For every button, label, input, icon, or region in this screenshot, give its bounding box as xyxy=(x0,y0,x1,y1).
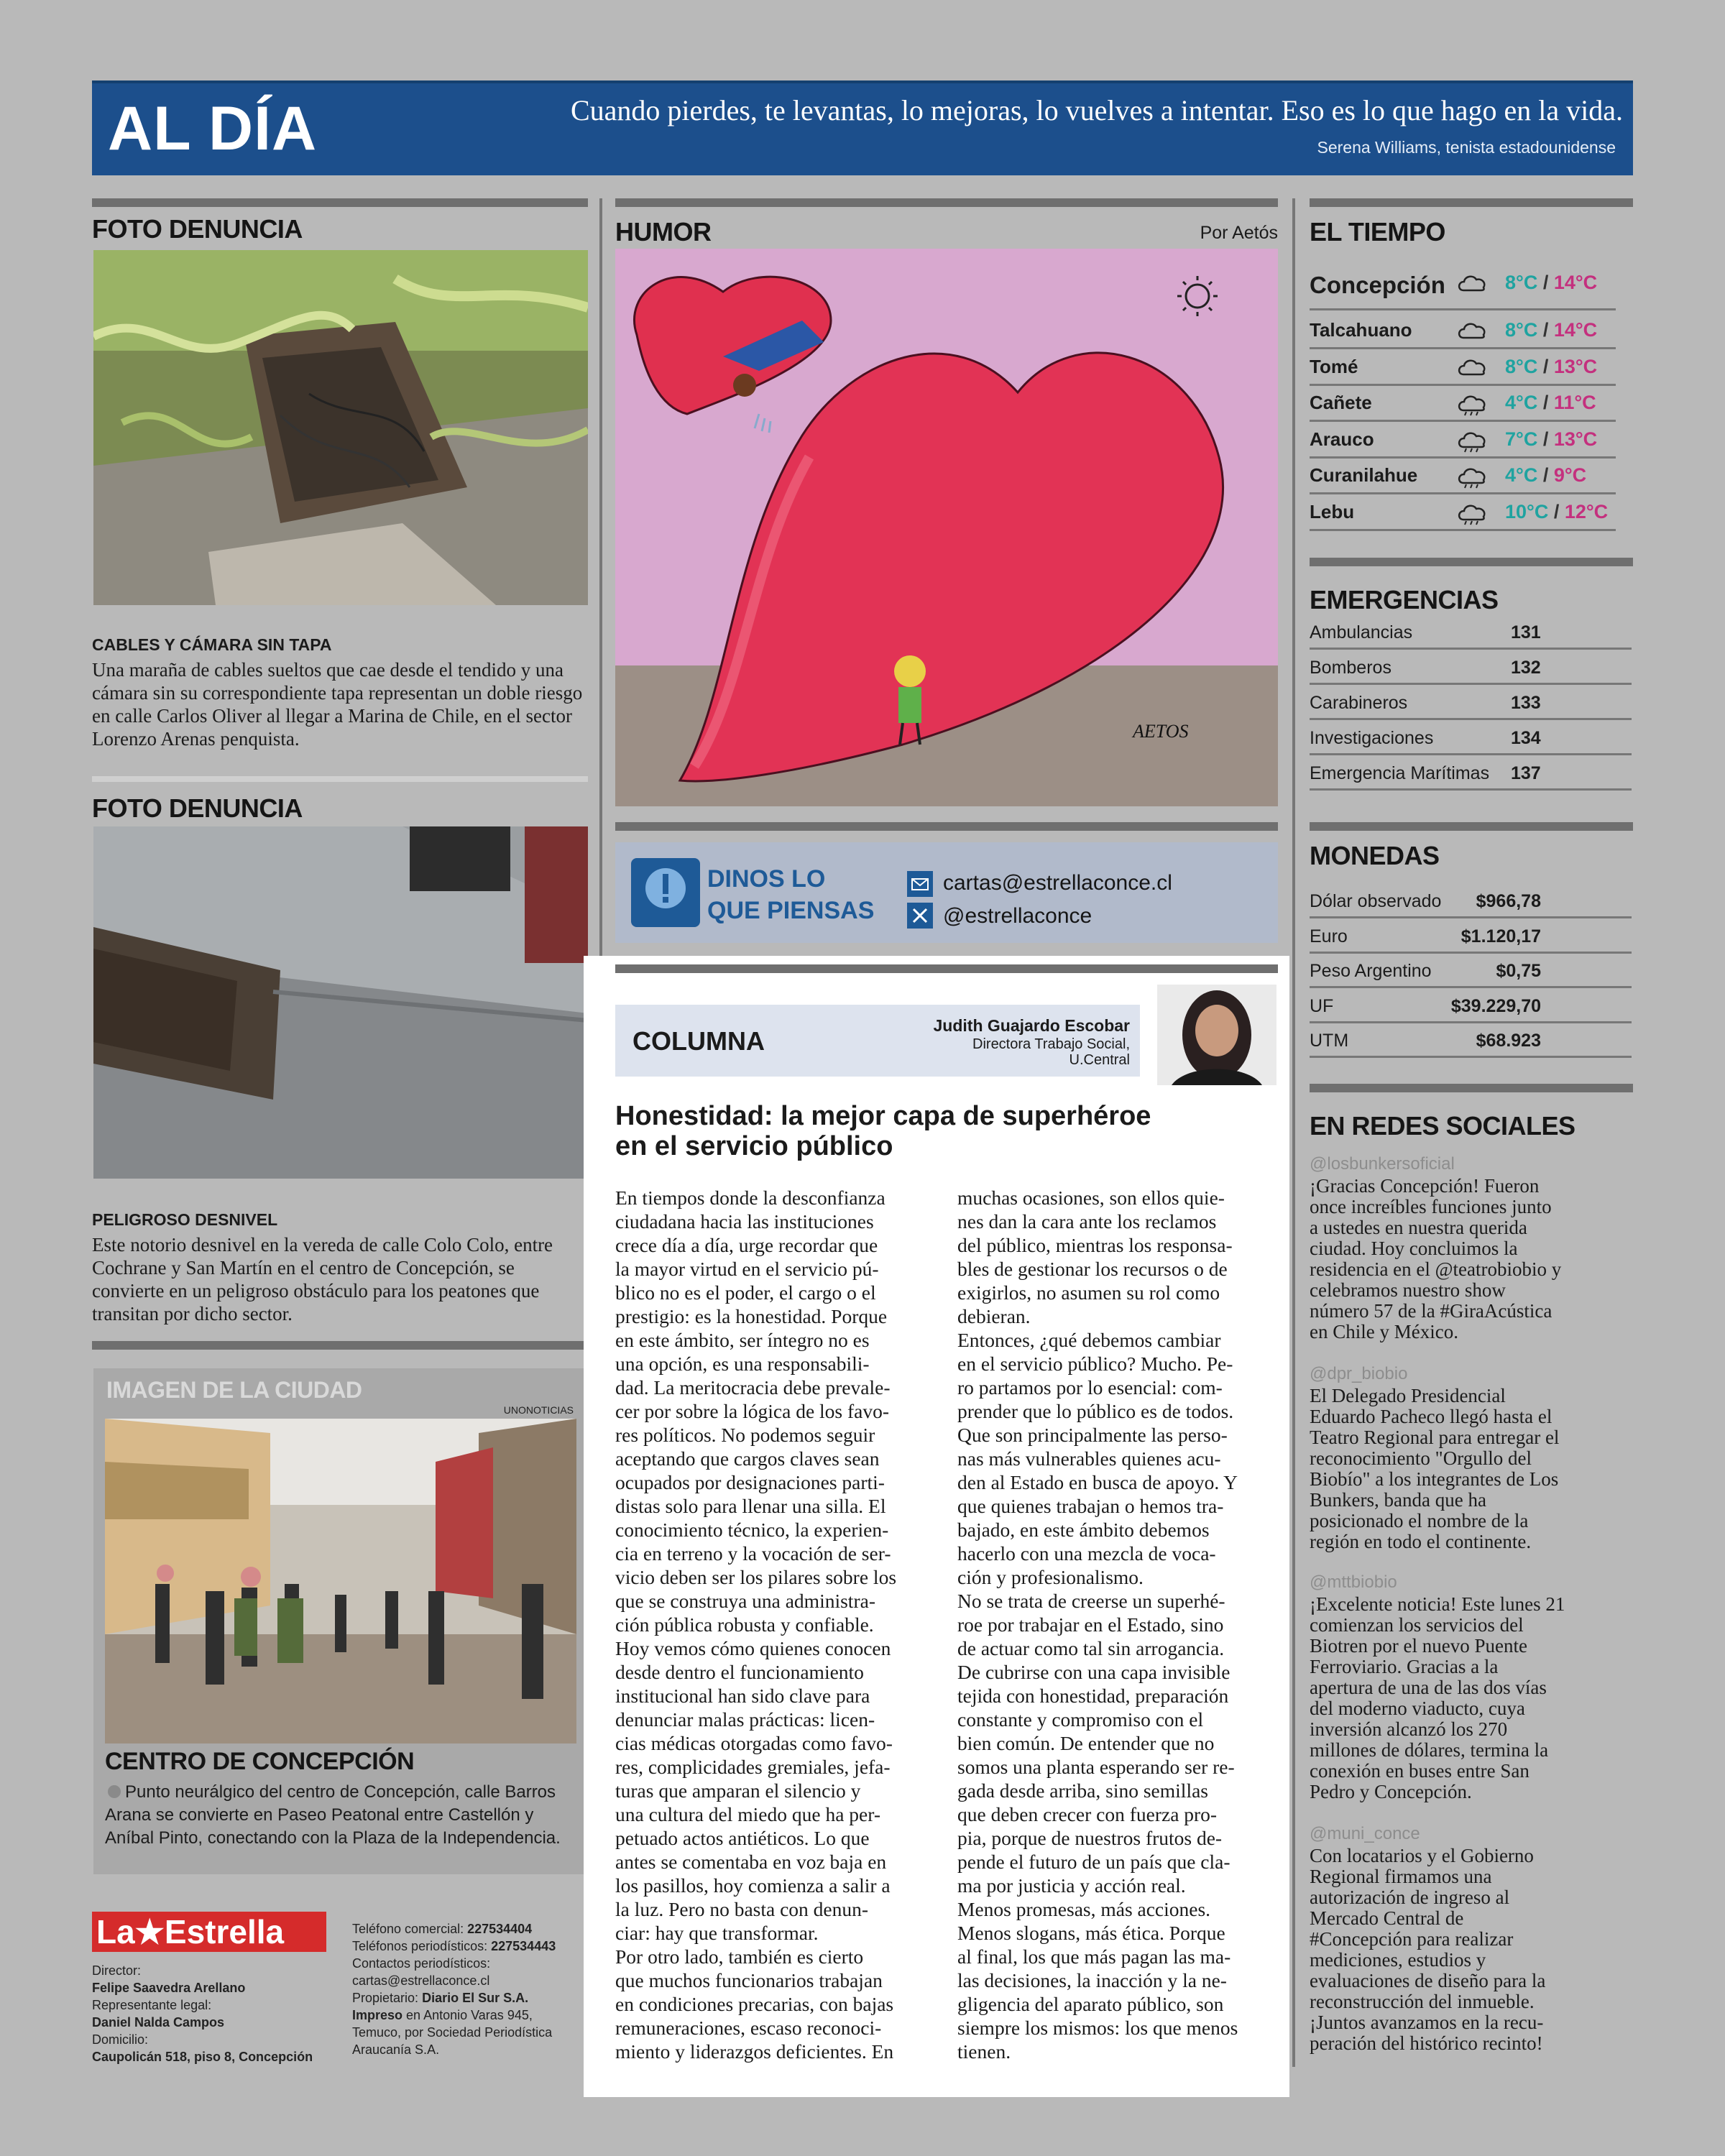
social-post-line: ciudad. Hoy concluimos la xyxy=(1310,1238,1518,1259)
section-rule xyxy=(1310,1084,1633,1092)
currency-name: Euro xyxy=(1310,926,1348,946)
social-post-line: en Chile y México. xyxy=(1310,1321,1458,1342)
weather-city: Curanilahue xyxy=(1310,464,1418,486)
weather-city: Talcahuano xyxy=(1310,319,1412,341)
section-rule xyxy=(92,776,588,782)
social-post-line: Biobío" a los integrantes de Los xyxy=(1310,1468,1559,1490)
temp-min: 7°C xyxy=(1505,428,1538,450)
social-post-text xyxy=(1310,1594,1626,1802)
column-text-line: exigirlos, no asumen su rol como xyxy=(957,1281,1220,1304)
imagen-ciudad-box xyxy=(93,1368,586,1874)
columnist-org: U.Central xyxy=(1069,1052,1130,1068)
column-text-line: antes se comentaba en voz baja en xyxy=(615,1851,887,1873)
printed-info: en Antonio Varas 945, Temuco, por Sociedad Periodística Araucanía S.A. xyxy=(352,2008,553,2057)
weather-row-4 xyxy=(1310,423,1616,459)
social-post-line: Teatro Regional para entregar el xyxy=(1310,1427,1560,1448)
letters-email[interactable]: cartas@estrellaconce.cl xyxy=(943,871,1172,895)
social-post-line: Bunkers, banda que ha xyxy=(1310,1489,1486,1511)
column-text-line: nes dan la cara ante los reclamos xyxy=(957,1210,1217,1233)
temp-min: 4°C xyxy=(1505,464,1538,486)
social-post-line: Ferroviario. Gracias a la xyxy=(1310,1656,1499,1677)
la-estrella-logo: La★Estrella xyxy=(92,1912,326,1952)
column-text-line: que muchos funcionarios trabajan xyxy=(615,1969,883,1991)
social-post-line: región en todo el continente. xyxy=(1310,1531,1532,1552)
column-text-line: somos una planta esperando ser re- xyxy=(957,1756,1235,1778)
x-handle[interactable]: @estrellaconce xyxy=(943,904,1092,928)
columna-label: COLUMNA xyxy=(632,1026,765,1056)
foto-denuncia-photo-desnivel xyxy=(93,826,588,1179)
column-text-line: Entonces, ¿qué debemos cambiar xyxy=(957,1329,1221,1351)
column-text-line: constante y compromiso con el xyxy=(957,1708,1204,1731)
press-phone: 227534443 xyxy=(491,1939,556,1953)
section-rule xyxy=(1310,822,1633,831)
rain-cloud-icon xyxy=(1456,428,1488,453)
printed-label: Impreso xyxy=(352,2008,403,2022)
column-text-line: De cubrirse con una capa invisible xyxy=(957,1661,1230,1683)
column-text-line: ro partamos por lo esencial: com- xyxy=(957,1376,1223,1399)
emergency-number[interactable]: 133 xyxy=(1511,693,1541,713)
column-text-line: Que son principalmente las perso- xyxy=(957,1424,1228,1446)
masthead-info-left xyxy=(92,1962,336,2065)
column-text-col2 xyxy=(957,1186,1278,2063)
column-text-line: bles de gestionar los recursos o de xyxy=(957,1258,1228,1280)
rain-cloud-icon xyxy=(1456,501,1488,525)
currency-row xyxy=(1310,884,1632,918)
banner-quote: Cuando pierdes, te levantas, lo mejoras, lo vuelves a intentar. Eso es lo que hago en la vida. xyxy=(570,94,1623,126)
street-photo-illustration xyxy=(105,1419,576,1743)
director-name: Felipe Saavedra Arellano xyxy=(92,1981,246,1995)
comment-icon xyxy=(631,858,700,927)
column-text-line: que quienes trabajan o hemos tra- xyxy=(957,1495,1224,1517)
temp-max: 9°C xyxy=(1553,464,1587,486)
weather-city: Cañete xyxy=(1310,392,1372,413)
column-text-line: los pasillos, hoy comienza a salir a xyxy=(615,1874,891,1897)
photo-caption-text: Este notorio desnivel en la vereda de calle Colo Colo, entre Cochrane y San Martín en el centro de Concepción, se convierte en un peligroso obstáculo para los peatones que transitan por dicho sector. xyxy=(92,1234,553,1325)
column-text-line: Por otro lado, también es cierto xyxy=(615,1945,864,1968)
weather-city: Concepción xyxy=(1310,272,1445,298)
temp-separator: / xyxy=(1537,464,1554,486)
currency-row xyxy=(1310,989,1632,1023)
currency-name: Dólar observado xyxy=(1310,891,1442,911)
cloud-icon xyxy=(1456,319,1488,344)
emergency-service: Bomberos xyxy=(1310,658,1392,678)
temp-min: 8°C xyxy=(1505,272,1538,293)
temp-separator: / xyxy=(1537,319,1554,341)
desnivel-photo-illustration xyxy=(93,826,588,1179)
social-post-line: ¡Excelente noticia! Este lunes 21 xyxy=(1310,1593,1565,1615)
social-post-text xyxy=(1310,1846,1626,2054)
column-text-line: gada desde arriba, sino semillas xyxy=(957,1779,1208,1802)
column-text-line: vicio deben ser los pilares sobre los xyxy=(615,1566,897,1588)
social-post-line: inversión alcanzó los 270 xyxy=(1310,1718,1508,1740)
emergency-service: Carabineros xyxy=(1310,693,1408,713)
column-text-line: crece día a día, urge recordar que xyxy=(615,1234,878,1256)
column-text-line: prestigio: es la honestidad. Porque xyxy=(615,1305,888,1327)
temp-min: 8°C xyxy=(1505,355,1538,377)
currency-name: Peso Argentino xyxy=(1310,961,1432,981)
photo-caption-text: Una maraña de cables sueltos que cae desde el tendido y una cámara sin su correspondiente tapa representan un doble riesgo en calle Carlos Oliver al llegar a Marina de Chile, en el sector Lorenzo Arenas penquista. xyxy=(92,659,583,750)
column-text-line: roe por trabajar en el Estado, sino xyxy=(957,1613,1224,1636)
column-text-line: al final, los que más pagan las ma- xyxy=(957,1945,1231,1968)
banner-quote-author: Serena Williams, tenista estadounidense xyxy=(1317,138,1616,157)
humor-heading: HUMOR xyxy=(615,217,712,247)
social-post-line: reconocimiento "Orgullo del xyxy=(1310,1447,1532,1469)
column-text-line: ma por justicia y acción real. xyxy=(957,1874,1186,1897)
weather-temps xyxy=(1505,501,1608,523)
commercial-phone-label: Teléfono comercial: xyxy=(352,1922,464,1936)
emergency-number[interactable]: 134 xyxy=(1511,728,1541,748)
social-post-line: apertura de una de las dos vías xyxy=(1310,1677,1547,1698)
column-text-line: res políticos. No podemos seguir xyxy=(615,1424,875,1446)
currency-row xyxy=(1310,1023,1632,1058)
social-post-line: ¡Juntos avanzamos en la recu- xyxy=(1310,2012,1544,2033)
columna-header xyxy=(615,1005,1140,1077)
masthead-info-right xyxy=(352,1920,582,2058)
humor-cartoon xyxy=(615,249,1278,806)
column-text-line: res, complicidades gremiales, jefa- xyxy=(615,1756,891,1778)
emergency-row xyxy=(1310,756,1632,791)
legal-rep-label: Representante legal: xyxy=(92,1998,212,2012)
column-text-line: dad. La meritocracia debe prevale- xyxy=(615,1376,891,1399)
social-post-line: posicionado el nombre de la xyxy=(1310,1510,1529,1531)
social-post-text xyxy=(1310,1386,1626,1552)
weather-row-6 xyxy=(1310,495,1616,531)
social-post-line: del moderno viaducto, cuya xyxy=(1310,1697,1525,1719)
column-text-line: pia, porque de nuestros frutos de- xyxy=(957,1827,1223,1849)
column-text-line: que se construya una administra- xyxy=(615,1590,875,1612)
emergency-row xyxy=(1310,721,1632,755)
social-post-line: a ustedes en nuestra querida xyxy=(1310,1217,1527,1238)
weather-row-5 xyxy=(1310,459,1616,494)
social-handle[interactable]: @muni_conce xyxy=(1310,1824,1420,1843)
currency-value: $0,75 xyxy=(1496,961,1541,981)
column-text-line: blico no es el poder, el cargo o el xyxy=(615,1281,876,1304)
social-post-line: conexión en buses entre San xyxy=(1310,1760,1530,1782)
social-post-line: autorización de ingreso al xyxy=(1310,1886,1510,1908)
social-post-line: reconstrucción del inmueble. xyxy=(1310,1991,1535,2012)
address: Caupolicán 518, piso 8, Concepción xyxy=(92,2050,313,2064)
column-text-line: la mayor virtud en el servicio pú- xyxy=(615,1258,879,1280)
address-label: Domicilio: xyxy=(92,2032,149,2047)
social-post-line: once increíbles funciones junto xyxy=(1310,1196,1552,1217)
rain-cloud-icon xyxy=(1456,392,1488,416)
emergency-number[interactable]: 131 xyxy=(1511,622,1541,642)
weather-row-3 xyxy=(1310,386,1616,422)
owner: Diario El Sur S.A. xyxy=(422,1991,529,2005)
social-handle[interactable]: @losbunkersoficial xyxy=(1310,1154,1455,1174)
emergencias-heading: EMERGENCIAS xyxy=(1310,585,1499,614)
weather-temps xyxy=(1505,272,1597,294)
cloud-icon xyxy=(1456,356,1488,380)
photo-credit: UNONOTICIAS xyxy=(503,1404,574,1416)
column-headline xyxy=(615,1101,1151,1161)
column-text-line: ción y profesionalismo. xyxy=(957,1566,1144,1588)
column-text-line: ciar: hay que transformar. xyxy=(615,1922,819,1944)
column-text-line: que deben crecer con fuerza pro- xyxy=(957,1803,1218,1825)
imagen-ciudad-photo xyxy=(105,1419,576,1743)
temp-separator: / xyxy=(1537,428,1554,450)
social-post-line: #Concepción para realizar xyxy=(1310,1928,1514,1950)
column-text-line: una cultura del miedo que ha per- xyxy=(615,1803,881,1825)
weather-row-1 xyxy=(1310,313,1616,349)
currency-row xyxy=(1310,954,1632,988)
section-rule xyxy=(1310,558,1633,566)
foto-denuncia-photo-cables xyxy=(93,250,588,605)
section-rule xyxy=(615,822,1278,831)
social-post-line: celebramos nuestro show xyxy=(1310,1279,1506,1301)
temp-max: 14°C xyxy=(1553,272,1598,293)
social-post-line: residencia en el @teatrobiobio y xyxy=(1310,1258,1562,1280)
temp-max: 13°C xyxy=(1553,428,1598,450)
photo-caption-title: PELIGROSO DESNIVEL xyxy=(92,1210,278,1229)
column-text-line: bajado, en este ámbito debemos xyxy=(957,1519,1210,1541)
cloud-icon xyxy=(1456,272,1488,296)
column-text-line: ción pública robusta y confiable. xyxy=(615,1613,874,1636)
dinos-lo-que-piensas-box xyxy=(615,842,1278,943)
tiempo-heading: EL TIEMPO xyxy=(1310,217,1445,247)
dinos-heading-line1: DINOS LO xyxy=(707,865,826,893)
column-text-line: denunciar malas prácticas: licen- xyxy=(615,1708,875,1731)
column-text-line: turas que amparan el silencio y xyxy=(615,1779,861,1802)
social-post-line: comienzan los servicios del xyxy=(1310,1614,1524,1636)
column-text-line: tejida con honestidad, preparación xyxy=(957,1685,1229,1707)
currency-name: UTM xyxy=(1310,1031,1349,1051)
temp-max: 14°C xyxy=(1553,319,1598,341)
social-post-line: Mercado Central de xyxy=(1310,1907,1464,1929)
column-text-line: siempre los mismos: los que menos xyxy=(957,2017,1238,2039)
column-text-line: en este ámbito, ser íntegro no es xyxy=(615,1329,870,1351)
social-post-line: Pedro y Concepción. xyxy=(1310,1781,1472,1802)
foto-denuncia-heading: FOTO DENUNCIA xyxy=(92,214,303,244)
emergency-number[interactable]: 132 xyxy=(1511,658,1541,678)
column-text-line: de actuar como tal sin arrogancia. xyxy=(957,1637,1225,1659)
emergency-row xyxy=(1310,615,1632,650)
currency-value: $1.120,17 xyxy=(1460,926,1541,946)
weather-city: Lebu xyxy=(1310,500,1355,522)
columnist-avatar xyxy=(1157,985,1276,1085)
weather-temps xyxy=(1505,428,1597,451)
column-text-line: desde dentro el funcionamiento xyxy=(615,1661,864,1683)
weather-row-2 xyxy=(1310,350,1616,386)
emergency-number[interactable]: 137 xyxy=(1511,763,1541,783)
heart-cartoon-illustration xyxy=(615,249,1278,806)
foto-denuncia-heading: FOTO DENUNCIA xyxy=(92,793,303,823)
weather-temps xyxy=(1505,356,1597,378)
column-text-line: miento y liderazgos deficientes. En xyxy=(615,2040,894,2063)
monedas-heading: MONEDAS xyxy=(1310,841,1440,870)
dinos-heading-line2: QUE PIENSAS xyxy=(707,897,875,924)
column-text-line: conocimiento técnico, la experien- xyxy=(615,1519,889,1541)
social-post-line: evaluaciones de diseño para la xyxy=(1310,1970,1546,1991)
social-handle[interactable]: @dpr_biobio xyxy=(1310,1364,1408,1383)
column-text-col1 xyxy=(615,1186,947,2063)
column-text-line: distas solo para llenar una silla. El xyxy=(615,1495,886,1517)
press-contact-label: Contactos periodísticos: xyxy=(352,1956,491,1971)
weather-city: Tomé xyxy=(1310,355,1358,377)
mail-icon xyxy=(907,871,933,897)
press-contact-email[interactable]: cartas@estrellaconce.cl xyxy=(352,1973,490,1988)
temp-min: 8°C xyxy=(1505,319,1538,341)
director-label: Director: xyxy=(92,1963,142,1978)
rain-cloud-icon xyxy=(1456,464,1488,489)
temp-separator: / xyxy=(1537,355,1554,377)
currency-value: $68.923 xyxy=(1476,1031,1541,1051)
column-text-line: una opción, es una responsabili- xyxy=(615,1353,870,1375)
column-text-line: Hoy vemos cómo quienes conocen xyxy=(615,1637,891,1659)
temp-separator: / xyxy=(1548,500,1565,522)
social-post-line: El Delegado Presidencial xyxy=(1310,1385,1506,1406)
column-text-line: cias médicas otorgadas como favo- xyxy=(615,1732,893,1754)
column-text-line: remuneraciones, escaso reconoci- xyxy=(615,2017,882,2039)
headline-line: en el servicio público xyxy=(615,1131,893,1161)
legal-rep-name: Daniel Nalda Campos xyxy=(92,2015,225,2030)
column-text-line: institucional han sido clave para xyxy=(615,1685,870,1707)
column-text-line: pende el futuro de un país que cla- xyxy=(957,1851,1230,1873)
column-text-line: en condiciones precarias, con bajas xyxy=(615,1993,894,2015)
headline-line: Honestidad: la mejor capa de superhéroe xyxy=(615,1101,1151,1131)
column-text-line: tienen. xyxy=(957,2040,1011,2063)
column-text-line: aceptando que cargos claves sean xyxy=(615,1447,880,1470)
social-post-line: millones de dólares, termina la xyxy=(1310,1739,1549,1761)
column-text-line: den al Estado en busca de apoyo. Y xyxy=(957,1471,1238,1493)
currency-value: $39.229,70 xyxy=(1450,995,1541,1016)
photo-caption-title: CABLES Y CÁMARA SIN TAPA xyxy=(92,635,332,654)
weather-temps xyxy=(1505,464,1586,487)
currency-value: $966,78 xyxy=(1476,891,1541,911)
columnist-name: Judith Guajardo Escobar xyxy=(933,1016,1130,1035)
column-text-line: En tiempos donde la desconfianza xyxy=(615,1187,886,1209)
photo-caption-text: Punto neurálgico del centro de Concepción, calle Barros Arana se convierte en Paseo Peatonal entre Castellón y Aníbal Pinto, conectando con la Plaza de la Independencia. xyxy=(105,1782,561,1848)
imagen-ciudad-heading: IMAGEN DE LA CIUDAD xyxy=(106,1377,362,1403)
column-text-line: prender que lo público es de todos. xyxy=(957,1400,1234,1422)
temp-min: 4°C xyxy=(1505,392,1538,413)
photo-caption-title: CENTRO DE CONCEPCIÓN xyxy=(105,1748,415,1775)
social-handle[interactable]: @mttbiobio xyxy=(1310,1572,1397,1592)
section-rule xyxy=(92,1341,588,1350)
temp-min: 10°C xyxy=(1505,500,1549,522)
section-title: AL DÍA xyxy=(108,94,318,163)
x-logo-icon xyxy=(907,903,933,929)
owner-label: Propietario: xyxy=(352,1991,419,2005)
column-text-line: en el servicio público? Mucho. Pe- xyxy=(957,1353,1233,1375)
column-text-line: hacerlo con una mezcla de voca- xyxy=(957,1542,1216,1565)
temp-separator: / xyxy=(1537,392,1554,413)
section-rule xyxy=(615,198,1278,207)
column-text-line: nas más vulnerables quienes acu- xyxy=(957,1447,1221,1470)
social-post-line: ¡Gracias Concepción! Fueron xyxy=(1310,1175,1540,1197)
column-text-line: la luz. Pero no basta con denun- xyxy=(615,1898,869,1920)
section-rule xyxy=(1310,198,1633,207)
column-text-line: del público, mientras los responsa- xyxy=(957,1234,1233,1256)
column-text-line: petuado actos antiéticos. Lo que xyxy=(615,1827,870,1849)
temp-max: 12°C xyxy=(1564,500,1609,522)
press-phone-label: Teléfonos periodísticos: xyxy=(352,1939,488,1953)
weather-row-0 xyxy=(1310,266,1616,310)
column-text-line: las decisiones, la inacción y la ne- xyxy=(957,1969,1227,1991)
column-text-line: debieran. xyxy=(957,1305,1031,1327)
cables-photo-illustration xyxy=(93,250,588,605)
section-rule xyxy=(92,198,588,207)
columna-article xyxy=(584,956,1289,2097)
currency-name: UF xyxy=(1310,995,1334,1016)
section-rule xyxy=(615,964,1278,973)
columnist-role: Directora Trabajo Social, xyxy=(972,1036,1130,1052)
weather-temps xyxy=(1505,319,1597,341)
column-text-line: cer por sobre la lógica de los favo- xyxy=(615,1400,890,1422)
redes-heading: EN REDES SOCIALES xyxy=(1310,1111,1576,1141)
currency-row xyxy=(1310,919,1632,954)
column-text-line: ciudadana hacia las instituciones xyxy=(615,1210,874,1233)
column-text-line: ocupados por designaciones parti- xyxy=(615,1471,885,1493)
column-text-line: No se trata de creerse un superhé- xyxy=(957,1590,1225,1612)
social-post-line: Con locatarios y el Gobierno xyxy=(1310,1845,1534,1866)
emergency-service: Investigaciones xyxy=(1310,728,1434,748)
temp-separator: / xyxy=(1537,272,1554,293)
temp-max: 13°C xyxy=(1553,355,1598,377)
commercial-phone: 227534404 xyxy=(467,1922,533,1936)
emergency-service: Emergencia Marítimas xyxy=(1310,763,1490,783)
weather-city: Arauco xyxy=(1310,428,1374,450)
humor-author: Por Aetós xyxy=(1200,223,1278,243)
social-post-line: mediciones, estudios y xyxy=(1310,1949,1486,1971)
emergency-row xyxy=(1310,686,1632,720)
emergency-row xyxy=(1310,650,1632,685)
social-post-line: número 57 de la #GiraAcústica xyxy=(1310,1300,1552,1322)
social-post-line: Regional firmamos una xyxy=(1310,1866,1492,1887)
column-divider xyxy=(1292,198,1295,2067)
column-text-line: gligencia del aparato público, son xyxy=(957,1993,1224,2015)
header-banner xyxy=(92,80,1633,175)
column-text-line: Menos promesas, más acciones. xyxy=(957,1898,1211,1920)
column-text-line: cia en terreno y la vocación de ser- xyxy=(615,1542,891,1565)
column-text-line: muchas ocasiones, son ellos quie- xyxy=(957,1187,1225,1209)
social-post-line: Eduardo Pacheco llegó hasta el xyxy=(1310,1406,1552,1427)
weather-temps xyxy=(1505,392,1596,414)
column-text-line: bien común. De entender que no xyxy=(957,1732,1215,1754)
social-post-line: peración del histórico recinto! xyxy=(1310,2032,1543,2054)
cartoonist-signature: AETOS xyxy=(1133,721,1189,742)
temp-max: 11°C xyxy=(1553,392,1596,413)
social-post-line: Biotren por el nuevo Puente xyxy=(1310,1635,1527,1657)
emergency-service: Ambulancias xyxy=(1310,622,1413,642)
social-post-text xyxy=(1310,1176,1626,1342)
column-text-line: Menos slogans, más ética. Porque xyxy=(957,1922,1225,1944)
